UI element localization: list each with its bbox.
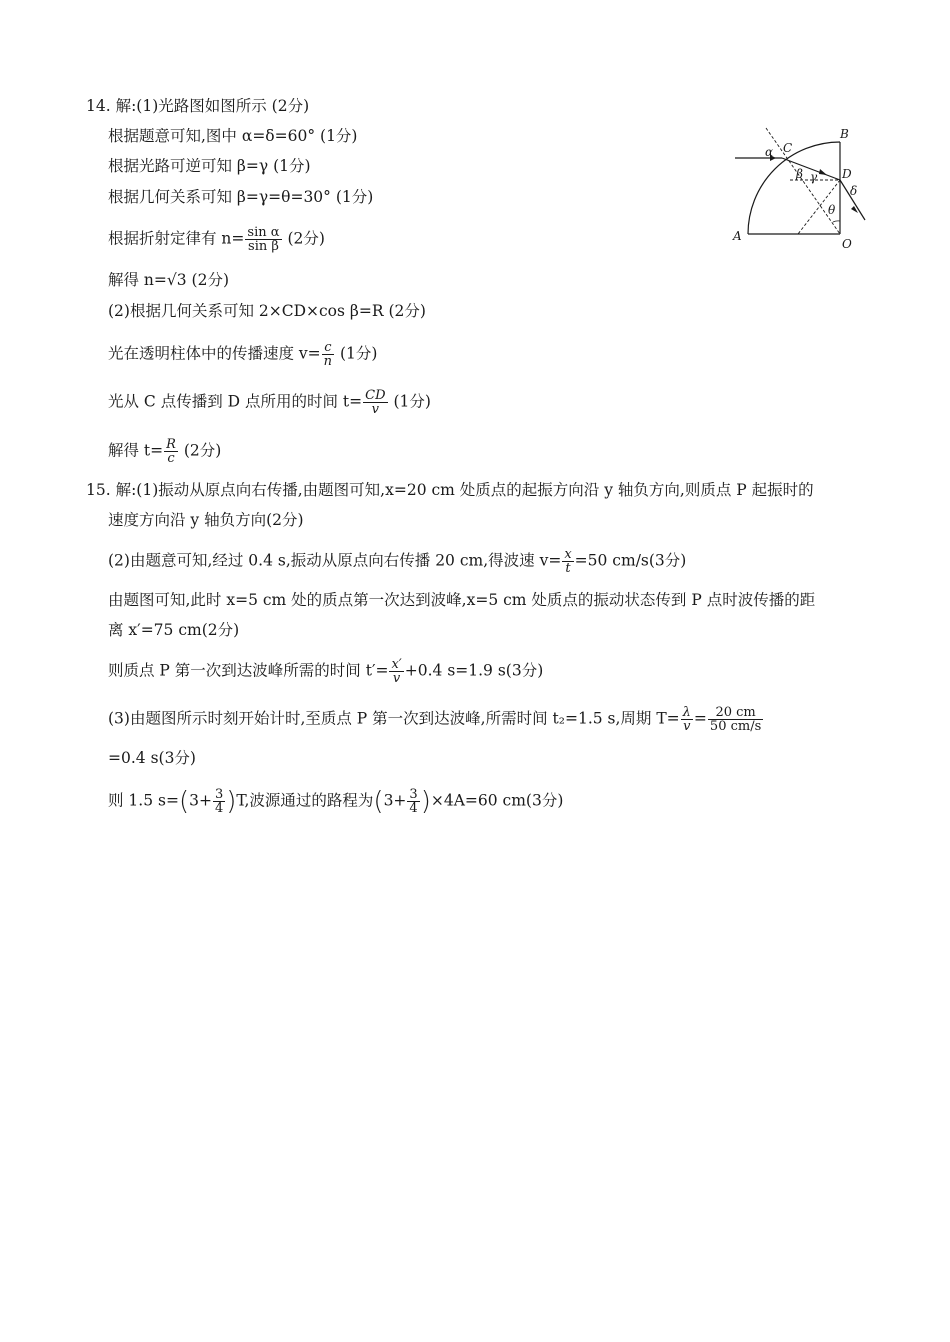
label-o: O: [842, 237, 852, 251]
refraction-fraction: $\frac{\text{sin α}}{\text{sin β}}$: [247, 225, 280, 254]
q14-line2: 根据光路可逆可知 β=γ (1分): [108, 157, 311, 175]
label-theta: θ: [828, 203, 836, 217]
q14-line4: 根据折射定律有 n= $\frac{\text{sin α}}{\text{sin β}}$ (2分): [108, 225, 325, 254]
q15-line7: (3)由题图所示时刻开始计时,至质点 P 第一次到达波峰,所需时间 t₂=1.5 s,周期 T= $\frac{\lambda}{v}$ = $\frac{20 cm}{50 cm/s}$: [108, 705, 762, 734]
label-d: D: [842, 167, 852, 181]
label-gamma: γ: [810, 170, 818, 184]
q15-line2: 速度方向沿 y 轴负方向(2分): [108, 511, 304, 529]
q15-line8: =0.4 s(3分): [108, 749, 196, 767]
q15-line4: 由题图可知,此时 x=5 cm 处的质点第一次达到波峰,x=5 cm 处质点的振动状态传到 P 点时波传播的距: [108, 591, 816, 609]
q14-line7: 光在透明柱体中的传播速度 v= $\frac{c}{n}$ (1分): [108, 340, 378, 369]
q14-line9: 解得 t= $\frac{R}{c}$ (2分): [108, 437, 222, 466]
label-b: B: [840, 127, 849, 141]
label-a: A: [733, 229, 742, 243]
label-delta: δ: [850, 184, 858, 198]
label-c: C: [783, 141, 793, 155]
q15-line6: 则质点 P 第一次到达波峰所需的时间 t′= $\frac{x'}{v}$ +0.4 s=1.9 s(3分): [108, 657, 544, 686]
q14-header: 14. 解:(1)光路图如图所示 (2分): [86, 97, 310, 115]
normal-line-c: [766, 128, 840, 234]
q14-line1: 根据题意可知,图中 α=δ=60° (1分): [108, 127, 358, 145]
optics-diagram: [730, 122, 880, 257]
arc-surface: [748, 142, 840, 234]
q14-line3: 根据几何关系可知 β=γ=θ=30° (1分): [108, 188, 374, 206]
refracted-arrow: [819, 169, 827, 175]
q14-line5: 解得 n=√3 (2分): [108, 271, 230, 289]
label-beta: β: [796, 167, 803, 181]
q14-line8: 光从 C 点传播到 D 点所用的时间 t= $\frac{CD}{v}$ (1分): [108, 388, 431, 417]
q15-line3: (2)由题意可知,经过 0.4 s,振动从原点向右传播 20 cm,得波速 v= $\frac{x}{t}$ =50 cm/s(3分): [108, 547, 687, 576]
label-alpha: α: [765, 145, 774, 159]
q14-line6: (2)根据几何关系可知 2×CD×cos β=R (2分): [108, 302, 426, 320]
q15-line1: 15. 解:(1)振动从原点向右传播,由题图可知,x=20 cm 处质点的起振方向沿 y 轴负方向,则质点 P 起振时的: [86, 481, 814, 499]
q15-line9: 则 1.5 s=(3+ $\frac{3}{4}$ )T,波源通过的路程为(3+ $\frac{3}{4}$ )×4A=60 cm(3分): [108, 786, 564, 817]
q15-line5: 离 x′=75 cm(2分): [108, 621, 240, 639]
